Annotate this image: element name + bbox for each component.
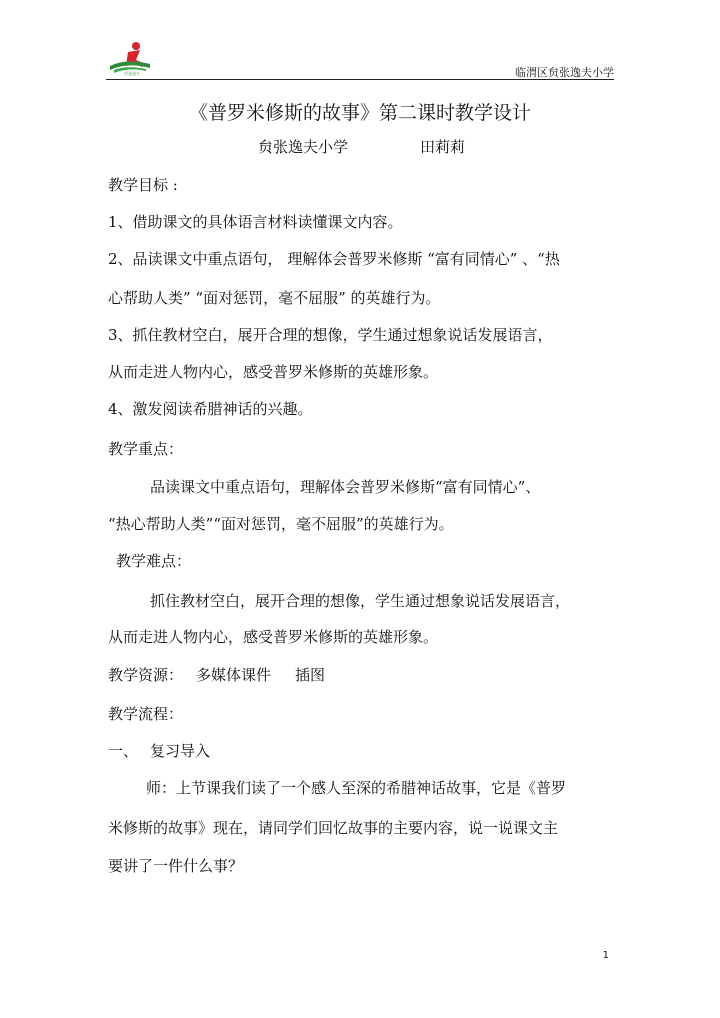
difficulties-line: 抓住教材空白，展开合理的想像，学生通过想象说话发展语言， xyxy=(150,592,571,610)
process-line: 要讲了一件什么事？ xyxy=(108,857,244,875)
key-points-heading: 教学重点： xyxy=(108,440,184,458)
byline-teacher: 田莉莉 xyxy=(420,138,466,156)
objective-item: 4、激发阅读希腊神话的兴趣。 xyxy=(108,400,313,418)
section-number: 一、 xyxy=(108,742,139,760)
section-title: 复习导入 xyxy=(150,742,211,760)
resources-label: 教学资源： xyxy=(108,666,184,684)
page-number: 1 xyxy=(602,950,609,961)
key-points-line: “热心帮助人类”“面对惩罚，毫不屈服”的英雄行为。 xyxy=(108,515,454,533)
objectives-heading: 教学目标 : xyxy=(108,176,178,194)
resource-item: 插图 xyxy=(295,666,326,684)
document-title: 《普罗米修斯的故事》第二课时教学设计 xyxy=(188,102,531,124)
difficulties-line: 从而走进人物内心，感受普罗米修斯的英雄形象。 xyxy=(108,628,439,646)
process-line: 师：上节课我们读了一个感人至深的希腊神话故事，它是《普罗 xyxy=(146,779,567,797)
objective-item: 3、抓住教材空白，展开合理的想像，学生通过想象说话发展语言， xyxy=(108,326,553,344)
process-heading: 教学流程： xyxy=(108,705,184,723)
objective-item-continued: 从而走进人物内心，感受普罗米修斯的英雄形象。 xyxy=(108,363,439,381)
process-line: 米修斯的故事》现在，请同学们回忆故事的主要内容，说一说课文主 xyxy=(108,819,559,837)
byline-school: 贠张逸夫小学 xyxy=(258,138,349,156)
header-divider xyxy=(106,79,614,80)
objective-item: 1、借助课文的具体语言材料读懂课文内容。 xyxy=(108,213,403,231)
resource-item: 多媒体课件 xyxy=(196,666,272,684)
header-school-name: 临渭区贠张逸夫小学 xyxy=(515,66,614,79)
difficulties-heading: 教学难点： xyxy=(116,552,192,570)
objective-item: 2、品读课文中重点语句， 理解体会普罗米修斯 “富有同情心” 、“热 xyxy=(108,250,560,268)
key-points-line: 品读课文中重点语句，理解体会普罗米修斯“富有同情心”、 xyxy=(150,478,541,496)
objective-item-continued: 心帮助人类” “面对惩罚，毫不屈服” 的英雄行为。 xyxy=(108,289,441,307)
svg-text:贠张逸夫: 贠张逸夫 xyxy=(124,71,140,76)
school-logo-icon xyxy=(106,40,158,76)
